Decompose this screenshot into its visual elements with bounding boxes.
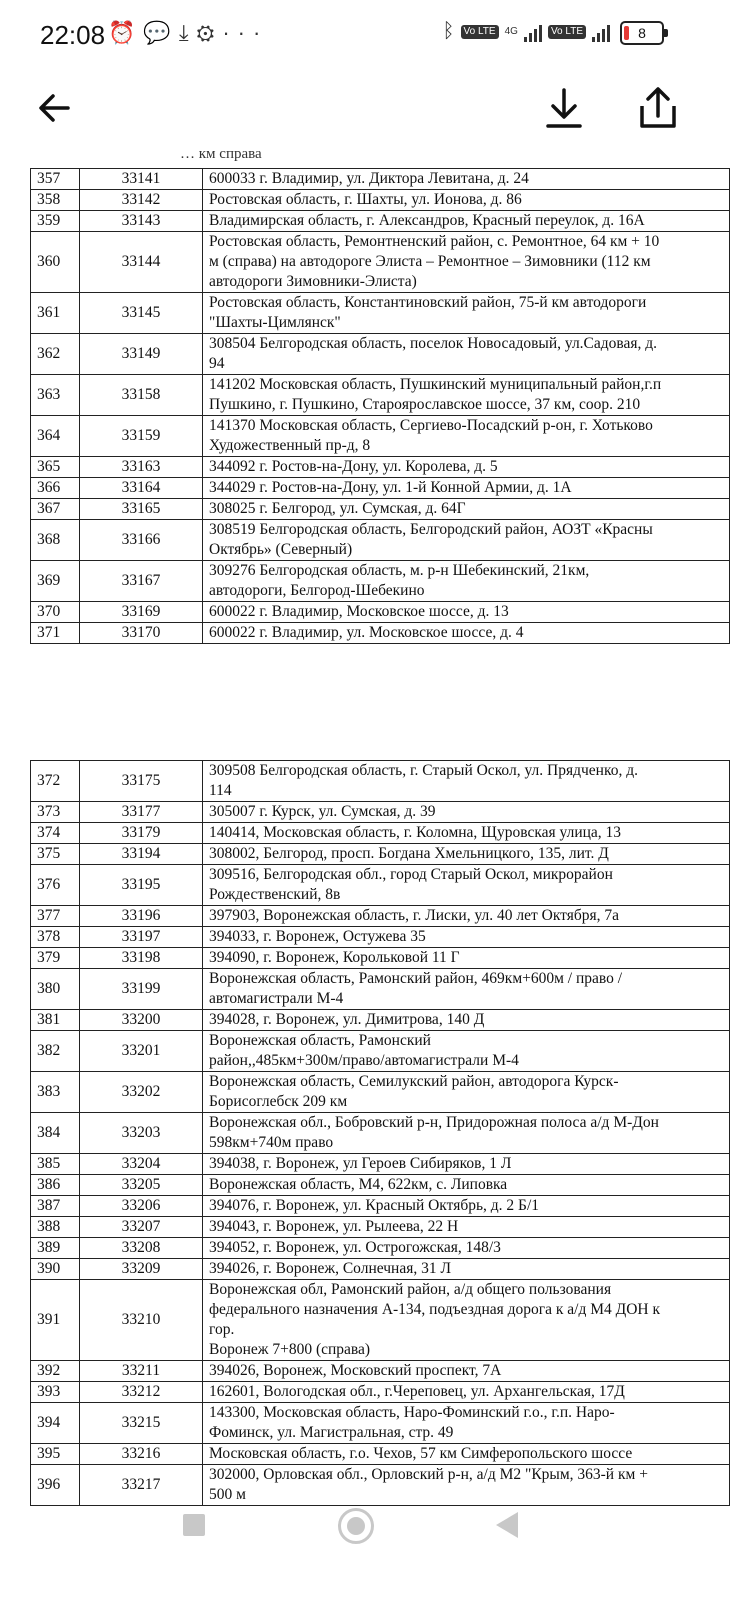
address: Ростовская область, Ремонтненский район, с. Ремонтное, 64 км + 10 м (справа) на автодороге Элиста – Ремонтное – Зимовники (112 км автодороги Зимовники-Элиста) (203, 232, 730, 293)
address: Ростовская область, г. Шахты, ул. Ионова, д. 86 (203, 190, 730, 211)
row-number: 371 (31, 623, 80, 644)
station-code: 33200 (80, 1010, 203, 1031)
table-row (31, 1175, 730, 1196)
station-code: 33194 (80, 844, 203, 865)
row-number: 362 (31, 334, 80, 375)
row-number: 359 (31, 211, 80, 232)
row-number: 375 (31, 844, 80, 865)
status-notification-icons (108, 20, 268, 46)
network-type: 4G (504, 26, 518, 37)
row-number: 394 (31, 1403, 80, 1444)
table-row (31, 499, 730, 520)
address: 309516, Белгородская обл., город Старый Оскол, микрорайон Рождественский, 8в (203, 865, 730, 906)
table-row (31, 1259, 730, 1280)
station-code: 33212 (80, 1382, 203, 1403)
table-row (31, 211, 730, 232)
row-number: 358 (31, 190, 80, 211)
alarm-icon: ⏰ (108, 20, 144, 45)
row-number: 367 (31, 499, 80, 520)
table-row (31, 1010, 730, 1031)
table-row (31, 457, 730, 478)
row-number: 391 (31, 1280, 80, 1361)
address: 394038, г. Воронеж, ул Героев Сибиряков, 1 Л (203, 1154, 730, 1175)
station-code: 33167 (80, 561, 203, 602)
address: 143300, Московская область, Наро-Фоминский г.о., г.п. Наро- Фоминск, ул. Магистральная, стр. 49 (203, 1403, 730, 1444)
signal-icon-2 (592, 22, 610, 42)
address: Воронежская область, Рамонский район, 469км+600м / право / автомагистрали М-4 (203, 969, 730, 1010)
station-code: 33203 (80, 1113, 203, 1154)
status-bar (0, 0, 720, 68)
home-icon[interactable] (338, 1508, 374, 1544)
table-row (31, 1444, 730, 1465)
bluetooth-icon: ᛒ (442, 20, 455, 42)
battery-icon: 8 (620, 21, 664, 45)
table-row (31, 520, 730, 561)
row-number: 368 (31, 520, 80, 561)
back-arrow-icon[interactable] (34, 88, 74, 128)
row-number: 395 (31, 1444, 80, 1465)
address: 308002, Белгород, просп. Богдана Хмельницкого, 135, лит. Д (203, 844, 730, 865)
row-number: 387 (31, 1196, 80, 1217)
table-row (31, 623, 730, 644)
table-row (31, 948, 730, 969)
station-code: 33195 (80, 865, 203, 906)
table-row (31, 232, 730, 293)
table-row (31, 906, 730, 927)
chat-bubble-icon: 💬 (143, 20, 179, 45)
table-row (31, 375, 730, 416)
table-row (31, 969, 730, 1010)
address-table-page-1 (30, 168, 730, 644)
station-code: 33164 (80, 478, 203, 499)
row-number: 370 (31, 602, 80, 623)
address: 162601, Вологодская обл., г.Череповец, ул. Архангельская, 17Д (203, 1382, 730, 1403)
status-time: 22:08 (40, 20, 106, 50)
station-code: 33215 (80, 1403, 203, 1444)
address: 308504 Белгородская область, поселок Новосадовый, ул.Садовая, д. 94 (203, 334, 730, 375)
table-row (31, 927, 730, 948)
table-row (31, 1403, 730, 1444)
station-code: 33163 (80, 457, 203, 478)
station-code: 33196 (80, 906, 203, 927)
document-viewer[interactable] (0, 146, 720, 1503)
table-row (31, 844, 730, 865)
station-code: 33217 (80, 1465, 203, 1506)
table-row (31, 802, 730, 823)
row-number: 389 (31, 1238, 80, 1259)
row-number: 363 (31, 375, 80, 416)
row-number: 365 (31, 457, 80, 478)
row-number: 377 (31, 906, 80, 927)
table-row (31, 1196, 730, 1217)
address: 600022 г. Владимир, ул. Московское шоссе, д. 4 (203, 623, 730, 644)
station-code: 33197 (80, 927, 203, 948)
page-top-fragment: … км справа (180, 146, 262, 162)
download-icon[interactable] (544, 86, 584, 130)
address: 397903, Воронежская область, г. Лиски, ул. 40 лет Октября, 7а (203, 906, 730, 927)
back-triangle-icon[interactable] (496, 1512, 518, 1538)
address: 344029 г. Ростов-на-Дону, ул. 1-й Конной Армии, д. 1А (203, 478, 730, 499)
station-code: 33144 (80, 232, 203, 293)
table-row (31, 334, 730, 375)
address: Воронежская область, М4, 622км, с. Липовка (203, 1175, 730, 1196)
station-code: 33211 (80, 1361, 203, 1382)
station-code: 33149 (80, 334, 203, 375)
row-number: 390 (31, 1259, 80, 1280)
address: Московская область, г.о. Чехов, 57 км Симферопольского шоссе (203, 1444, 730, 1465)
more-icon: ··· (222, 20, 269, 45)
row-number: 376 (31, 865, 80, 906)
table-row (31, 1280, 730, 1361)
station-code: 33208 (80, 1238, 203, 1259)
station-code: 33158 (80, 375, 203, 416)
table-row (31, 602, 730, 623)
table-row (31, 1031, 730, 1072)
station-code: 33201 (80, 1031, 203, 1072)
row-number: 383 (31, 1072, 80, 1113)
app-bar (0, 70, 720, 160)
address: 394033, г. Воронеж, Остужева 35 (203, 927, 730, 948)
station-code: 33206 (80, 1196, 203, 1217)
address: Воронежская область, Семилукский район, автодорога Курск- Борисоглебск 209 км (203, 1072, 730, 1113)
station-code: 33141 (80, 169, 203, 190)
row-number: 357 (31, 169, 80, 190)
station-code: 33142 (80, 190, 203, 211)
address: 302000, Орловская обл., Орловский р-н, а/д М2 "Крым, 363-й км + 500 м (203, 1465, 730, 1506)
address: 394052, г. Воронеж, ул. Острогожская, 148/3 (203, 1238, 730, 1259)
address: 394026, Воронеж, Московский проспект, 7А (203, 1361, 730, 1382)
row-number: 372 (31, 761, 80, 802)
address: Ростовская область, Константиновский район, 75-й км автодороги "Шахты-Цимлянск" (203, 293, 730, 334)
address: 394028, г. Воронеж, ул. Димитрова, 140 Д (203, 1010, 730, 1031)
station-code: 33145 (80, 293, 203, 334)
row-number: 382 (31, 1031, 80, 1072)
document-page-1 (30, 146, 730, 644)
row-number: 381 (31, 1010, 80, 1031)
address: 141202 Московская область, Пушкинский муниципальный район,г.п Пушкино, г. Пушкино, Старoярославское шоссе, 37 км, соор. 210 (203, 375, 730, 416)
table-row (31, 1361, 730, 1382)
table-row (31, 478, 730, 499)
address: 344092 г. Ростов-на-Дону, ул. Королева, д. 5 (203, 457, 730, 478)
download-icon: ⤓ (178, 20, 197, 45)
address: Воронежская обл, Рамонский район, а/д общего пользования федерального назначения А-134, подъездная дорога к а/д М4 ДОН к гор. Воронеж 7+800 (справа) (203, 1280, 730, 1361)
address: 309508 Белгородская область, г. Старый Оскол, ул. Прядченко, д. 114 (203, 761, 730, 802)
row-number: 360 (31, 232, 80, 293)
row-number: 364 (31, 416, 80, 457)
volte-badge-2: Vo LTE (548, 25, 586, 39)
address: 394090, г. Воронеж, Корольковой 11 Г (203, 948, 730, 969)
table-row (31, 1382, 730, 1403)
station-code: 33199 (80, 969, 203, 1010)
address: 308025 г. Белгород, ул. Сумская, д. 64Г (203, 499, 730, 520)
signal-icon (524, 22, 542, 42)
address: Воронежская область, Рамонский район,,485км+300м/право/автомагистрали М-4 (203, 1031, 730, 1072)
address: 141370 Московская область, Сергиево-Посадский р-он, г. Хотьково Художественный пр-д, 8 (203, 416, 730, 457)
station-code: 33143 (80, 211, 203, 232)
row-number: 366 (31, 478, 80, 499)
table-row (31, 1154, 730, 1175)
table-row (31, 1113, 730, 1154)
row-number: 380 (31, 969, 80, 1010)
table-row (31, 190, 730, 211)
row-number: 369 (31, 561, 80, 602)
station-code: 33177 (80, 802, 203, 823)
recent-apps-icon[interactable] (183, 1514, 205, 1536)
row-number: 374 (31, 823, 80, 844)
address: 140414, Московская область, г. Коломна, Щуровская улица, 13 (203, 823, 730, 844)
row-number: 388 (31, 1217, 80, 1238)
station-code: 33170 (80, 623, 203, 644)
station-code: 33159 (80, 416, 203, 457)
address: 308519 Белгородская область, Белгородский район, АОЗТ «Красны Октябрь» (Северный) (203, 520, 730, 561)
row-number: 386 (31, 1175, 80, 1196)
row-number: 379 (31, 948, 80, 969)
station-code: 33216 (80, 1444, 203, 1465)
row-number: 373 (31, 802, 80, 823)
table-row (31, 1072, 730, 1113)
station-code: 33179 (80, 823, 203, 844)
address: 394043, г. Воронеж, ул. Рылеева, 22 Н (203, 1217, 730, 1238)
table-row (31, 761, 730, 802)
address: Владимирская область, г. Александров, Красный переулок, д. 16А (203, 211, 730, 232)
address: 600033 г. Владимир, ул. Диктора Левитана, д. 24 (203, 169, 730, 190)
row-number: 385 (31, 1154, 80, 1175)
row-number: 384 (31, 1113, 80, 1154)
row-number: 378 (31, 927, 80, 948)
settings-icon: ⚙ (196, 20, 223, 45)
table-row (31, 865, 730, 906)
table-row (31, 293, 730, 334)
navigation-bar (0, 1476, 720, 1600)
address-table-page-2 (30, 760, 730, 1506)
row-number: 396 (31, 1465, 80, 1506)
station-code: 33165 (80, 499, 203, 520)
row-number: 361 (31, 293, 80, 334)
share-icon[interactable] (636, 86, 680, 130)
station-code: 33169 (80, 602, 203, 623)
address: 600022 г. Владимир, Московское шоссе, д. 13 (203, 602, 730, 623)
address: 394076, г. Воронеж, ул. Красный Октябрь, д. 2 Б/1 (203, 1196, 730, 1217)
station-code: 33166 (80, 520, 203, 561)
table-row (31, 416, 730, 457)
row-number: 392 (31, 1361, 80, 1382)
address: 394026, г. Воронеж, Солнечная, 31 Л (203, 1259, 730, 1280)
table-row (31, 1238, 730, 1259)
address: 309276 Белгородская область, м. р-н Шебекинский, 21км, автодороги, Белгород-Шебекино (203, 561, 730, 602)
row-number: 393 (31, 1382, 80, 1403)
station-code: 33202 (80, 1072, 203, 1113)
volte-badge: Vo LTE (461, 25, 499, 39)
table-row (31, 1217, 730, 1238)
station-code: 33210 (80, 1280, 203, 1361)
document-page-2 (30, 760, 730, 1506)
table-row (31, 169, 730, 190)
table-row (31, 561, 730, 602)
station-code: 33205 (80, 1175, 203, 1196)
table-row (31, 823, 730, 844)
station-code: 33175 (80, 761, 203, 802)
station-code: 33207 (80, 1217, 203, 1238)
address: 305007 г. Курск, ул. Сумская, д. 39 (203, 802, 730, 823)
station-code: 33204 (80, 1154, 203, 1175)
address: Воронежская обл., Бобровский р-н, Придорожная полоса а/д М-Дон 598км+740м право (203, 1113, 730, 1154)
station-code: 33209 (80, 1259, 203, 1280)
station-code: 33198 (80, 948, 203, 969)
